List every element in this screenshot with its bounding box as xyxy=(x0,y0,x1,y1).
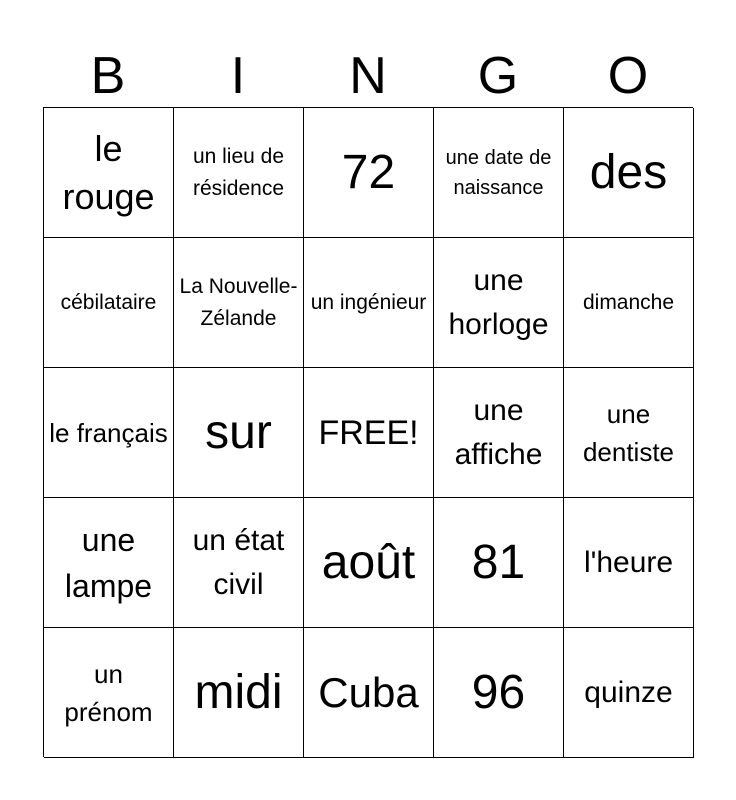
bingo-cell[interactable]: l'heure xyxy=(564,498,694,628)
free-space[interactable]: FREE! xyxy=(304,368,434,498)
bingo-cell[interactable]: un état civil xyxy=(174,498,304,628)
bingo-cell[interactable]: le rouge xyxy=(44,108,174,238)
header-letter-n: N xyxy=(349,47,387,105)
bingo-cell[interactable]: quinze xyxy=(564,628,694,758)
bingo-cell[interactable]: une lampe xyxy=(44,498,174,628)
bingo-cell[interactable]: une date de naissance xyxy=(434,108,564,238)
bingo-cell[interactable]: dimanche xyxy=(564,238,694,368)
header-letter-b: B xyxy=(90,47,126,105)
header-letter-i: I xyxy=(230,47,246,105)
bingo-cell[interactable]: Cuba xyxy=(304,628,434,758)
bingo-cell[interactable]: midi xyxy=(174,628,304,758)
bingo-cell[interactable]: une dentiste xyxy=(564,368,694,498)
bingo-cell[interactable]: 96 xyxy=(434,628,564,758)
bingo-cell[interactable]: un prénom xyxy=(44,628,174,758)
bingo-cell[interactable]: le français xyxy=(44,368,174,498)
bingo-header xyxy=(43,44,693,108)
bingo-cell[interactable]: août xyxy=(304,498,434,628)
bingo-cell[interactable]: cébilataire xyxy=(44,238,174,368)
bingo-cell[interactable]: un ingénieur xyxy=(304,238,434,368)
bingo-cell[interactable]: des xyxy=(564,108,694,238)
bingo-cell[interactable]: 72 xyxy=(304,108,434,238)
bingo-cell[interactable]: 81 xyxy=(434,498,564,628)
bingo-cell[interactable]: une horloge xyxy=(434,238,564,368)
bingo-cell[interactable]: un lieu de résidence xyxy=(174,108,304,238)
header-letter-o: O xyxy=(607,47,649,105)
header-letter-g: G xyxy=(477,47,519,105)
bingo-grid xyxy=(43,107,693,757)
bingo-cell[interactable]: La Nouvelle-Zélande xyxy=(174,238,304,368)
bingo-cell[interactable]: une affiche xyxy=(434,368,564,498)
bingo-cell[interactable]: sur xyxy=(174,368,304,498)
